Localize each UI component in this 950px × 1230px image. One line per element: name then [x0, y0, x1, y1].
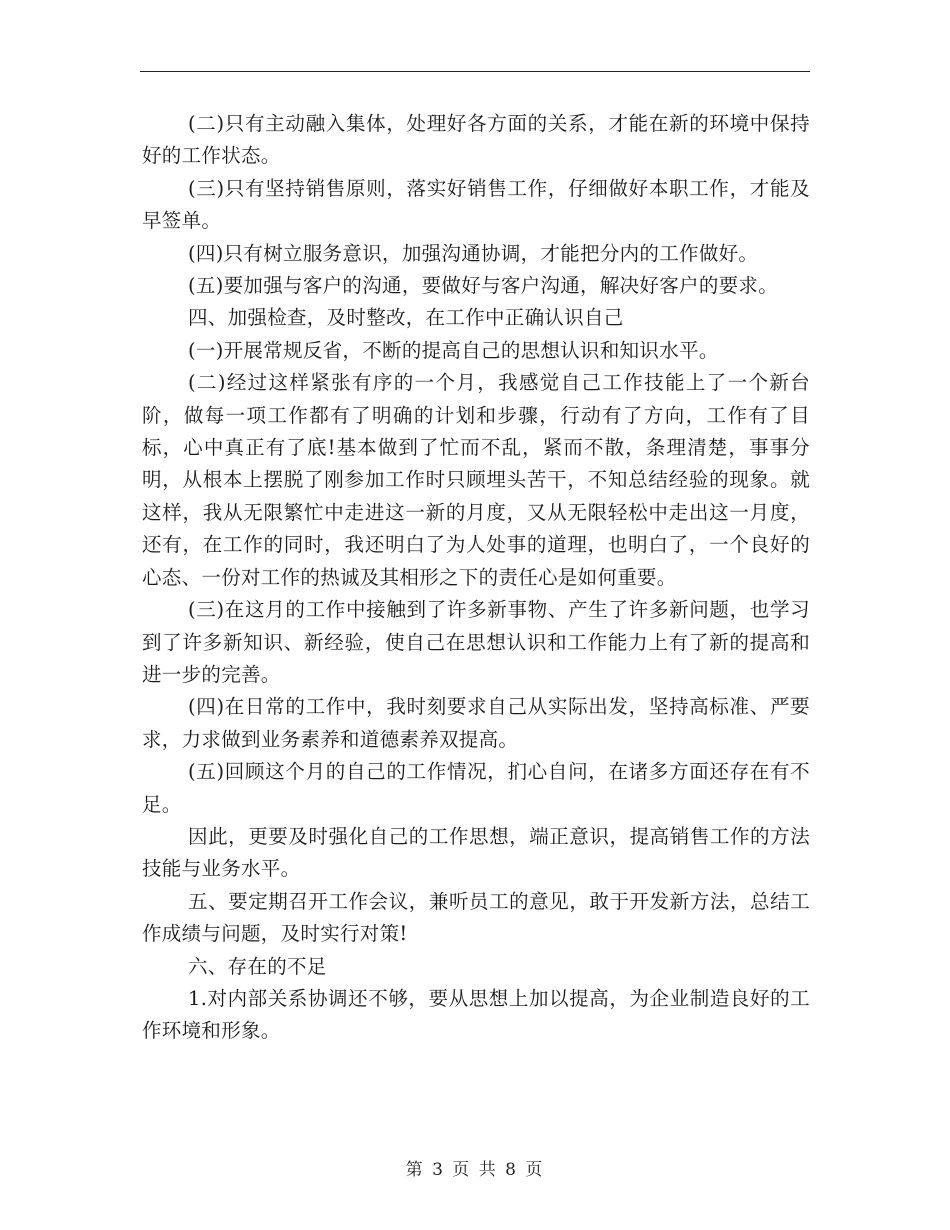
- section-heading: 五、要定期召开工作会议，兼听员工的意见，敢于开发新方法，总结工作成绩与问题，及时实行对策!: [142, 889, 810, 946]
- section-heading: 六、存在的不足: [188, 954, 327, 978]
- paragraph: (四)只有树立服务意识，加强沟通协调，才能把分内的工作做好。: [188, 241, 759, 265]
- paragraph: (二)经过这样紧张有序的一个月，我感觉自己工作技能上了一个新台阶，做每一项工作都有了明确的计划和步骤，行动有了方向，工作有了目标，心中真正有了底!基本做到了忙而不乱，紧而不散，条理清楚，事事分明，从根本上摆脱了刚参加工作时只顾埋头苦干，不知总结经验的现象。就这样，我从无限繁忙中走进这一新的月度，又从无限轻松中走出这一月度，还有，在工作的同时，我还明白了为人处事的道理，也明白了，一个良好的心态、一份对工作的热诚及其相形之下的责任心是如何重要。: [142, 371, 810, 589]
- paragraph: 因此，更要及时强化自己的工作思想，端正意识，提高销售工作的方法技能与业务水平。: [142, 824, 810, 881]
- paragraph: 1.对内部关系协调还不够，要从思想上加以提高，为企业制造良好的工作环境和形象。: [142, 986, 810, 1043]
- section-heading: 四、加强检查，及时整改，在工作中正确认识自己: [188, 306, 624, 330]
- paragraph: (三)只有坚持销售原则，落实好销售工作，仔细做好本职工作，才能及早签单。: [142, 176, 810, 233]
- paragraph: (五)回顾这个月的自己的工作情况，扪心自问，在诸多方面还存在有不足。: [142, 760, 810, 816]
- document-body: [142, 108, 810, 1048]
- paragraph: (四)在日常的工作中，我时刻要求自己从实际出发，坚持高标准、严要求，力求做到业务素养和道德素养双提高。: [142, 695, 810, 751]
- paragraph: (三)在这月的工作中接触到了许多新事物、产生了许多新问题，也学习到了许多新知识、新经验，使自己在思想认识和工作能力上有了新的提高和进一步的完善。: [142, 598, 810, 686]
- paragraph: (五)要加强与客户的沟通，要做好与客户沟通，解决好客户的要求。: [188, 274, 779, 298]
- page-footer: 第 3 页 共 8 页: [405, 1160, 545, 1180]
- paragraph: (一)开展常规反省，不断的提高自己的思想认识和知识水平。: [188, 338, 719, 362]
- paragraph: (二)只有主动融入集体，处理好各方面的关系，才能在新的环境中保持好的工作状态。: [142, 112, 810, 168]
- header-rule: [140, 71, 810, 72]
